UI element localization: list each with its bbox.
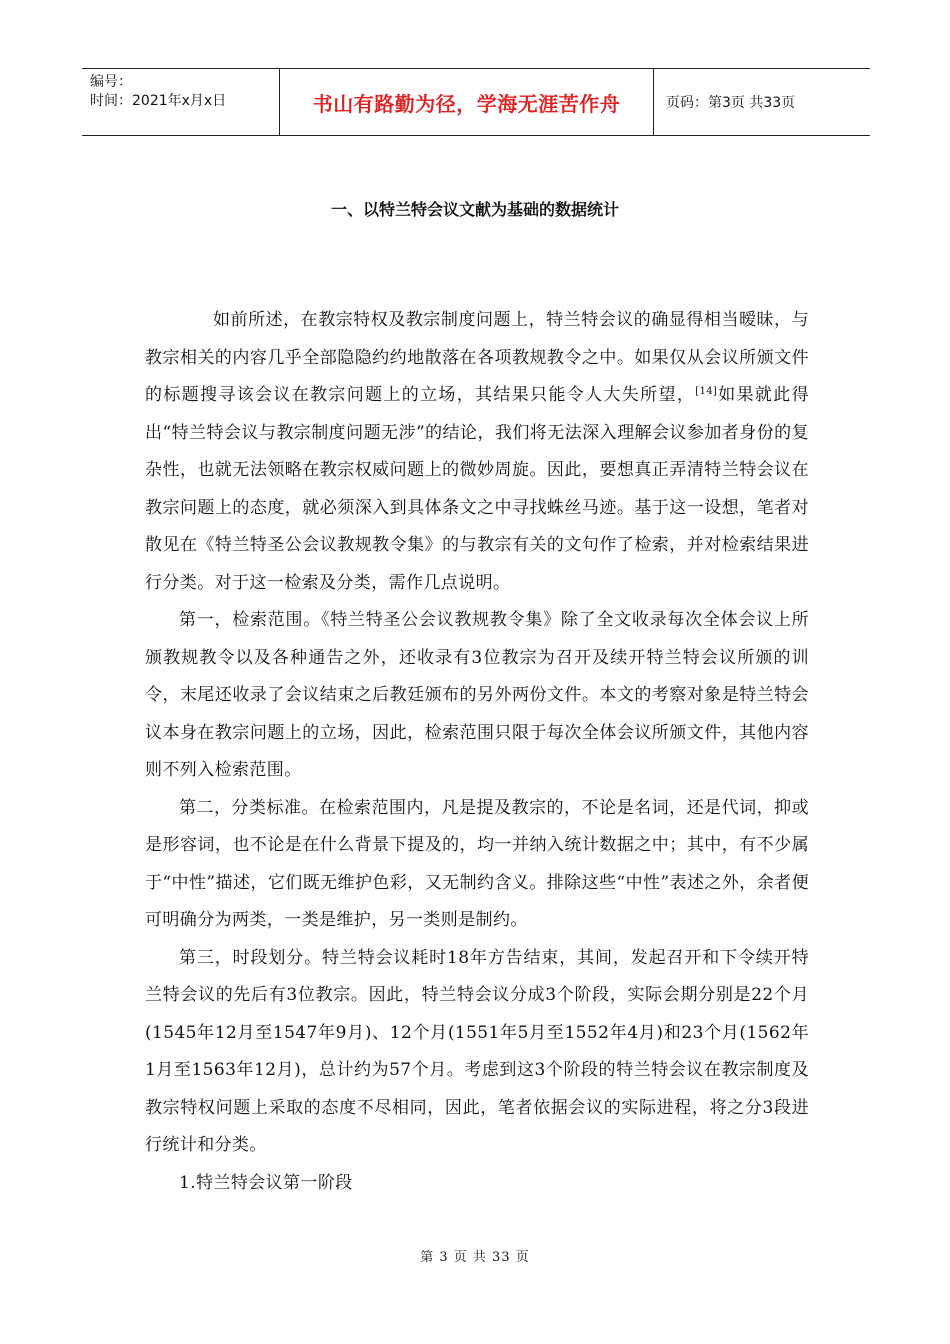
document-header — [82, 68, 870, 136]
paragraph-3: 第二，分类标准。在检索范围内，凡是提及教宗的，不论是名词，还是代词，抑或是形容词，也不论是在什么背景下提及的，均一并纳入统计数据之中；其中，有不少属于“中性”描述，它们既无维护色彩，又无制约含义。排除这些“中性”表述之外，余者便可明确分为两类，一类是维护，另一类则是制约。 — [145, 797, 809, 930]
page-footer: 第 3 页 共 33 页 — [420, 1250, 530, 1265]
paragraph-2: 第一，检索范围。《特兰特圣公会议教规教令集》除了全文收录每次全体会议上所颁教规教令以及各种通告之外，还收录有3位教宗为召开及续开特兰特会议所颁的训令，末尾还收录了会议结束之后教廷颁布的另外两份文件。本文的考察对象是特兰特会议本身在教宗问题上的立场，因此，检索范围只限于每次全体会议所颁文件，其他内容则不列入检索范围。 — [145, 610, 809, 780]
paragraph-4: 第三，时段划分。特兰特会议耗时18年方告结束，其间，发起召开和下令续开特兰特会议的先后有3位教宗。因此，特兰特会议分成3个阶段，实际会期分别是22个月(1545年12月至1547年9月)、12个月(1551年5月至1552年4月)和23个月(1562年1月至1563年12月)，总计约为57个月。考虑到这3个阶段的特兰特会议在教宗制度及教宗特权问题上采取的态度不尽相同，因此，笔者依据会议的实际进程，将之分3段进行统计和分类。 — [145, 947, 809, 1155]
paragraph-1-part-a: 如前所述，在教宗特权及教宗制度问题上，特兰特会议的确显得相当暧昧，与教宗相关的内容几乎全部隐隐约约地散落在各项教规教令之中。如果仅从会议所颁文件的标题搜寻该会议在教宗问题上的立场，其结果只能令人大失所望， — [145, 310, 809, 405]
citation-ref: [14] — [695, 386, 718, 397]
page-number-cell — [654, 69, 870, 135]
header-meta-cell — [82, 69, 280, 135]
paragraph-5-subheading: 1.特兰特会议第一阶段 — [179, 1172, 353, 1193]
motto-cell — [280, 69, 654, 135]
body-text — [145, 302, 809, 1202]
date-label: 时间：2021年x月x日 — [90, 93, 227, 109]
paragraph-1-part-b: 如果就此得出“特兰特会议与教宗制度问题无涉”的结论，我们将无法深入理解会议参加者身份的复杂性，也就无法领略在教宗权威问题上的微妙周旋。因此，要想真正弄清特兰特会议在教宗问题上的态度，就必须深入到具体条文之中寻找蛛丝马迹。基于这一设想，笔者对散见在《特兰特圣公会议教规教令集》的与教宗有关的文句作了检索，并对检索结果进行分类。对于这一检索及分类，需作几点说明。 — [145, 385, 810, 593]
section-title: 一、以特兰特会议文献为基础的数据统计 — [330, 200, 619, 219]
paragraph-1 — [145, 302, 809, 602]
page-label: 页码：第3页 共33页 — [666, 95, 796, 111]
number-label: 编号： — [90, 74, 132, 90]
motto-text: 书山有路勤为径，学海无涯苦作舟 — [312, 91, 621, 116]
